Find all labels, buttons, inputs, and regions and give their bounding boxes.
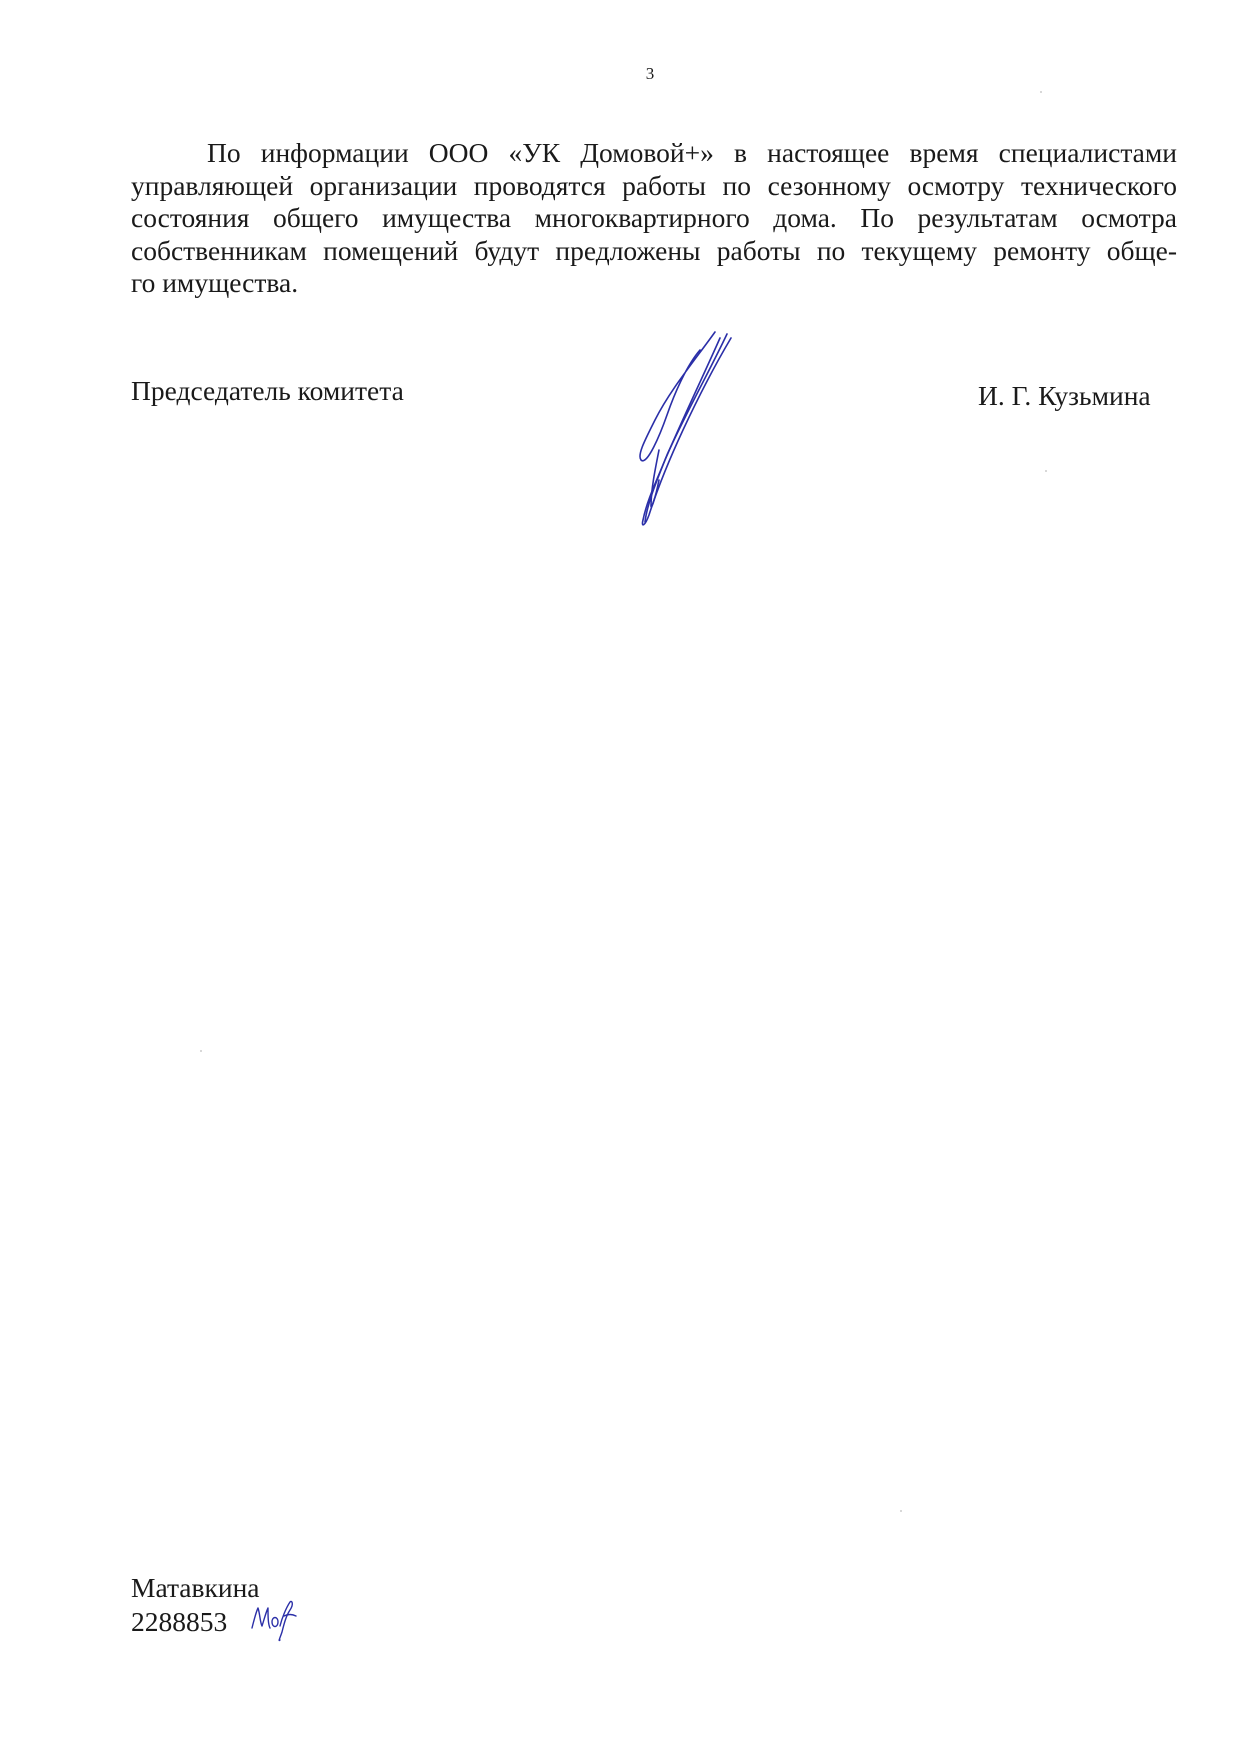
signer-title: Председатель комитета — [131, 375, 404, 406]
scan-speck — [1045, 470, 1047, 472]
scan-speck — [1040, 91, 1042, 93]
body-paragraph — [131, 137, 1177, 300]
body-line: управляющей организации проводятся работы по сезонному осмотру технического — [131, 169, 1177, 201]
page-number: 3 — [645, 64, 655, 83]
body-line: По информации ООО «УК Домовой+» в настоящее время специалистами — [207, 137, 1177, 168]
executor-name: Матавкина — [131, 1572, 260, 1603]
handwritten-signature — [625, 330, 755, 530]
body-line: го имущества. — [131, 267, 299, 298]
scan-speck — [200, 1050, 202, 1052]
body-line: состояния общего имущества многоквартирного дома. По результатам осмотра — [131, 202, 1177, 233]
signer-name: И. Г. Кузьмина — [978, 380, 1151, 411]
handwritten-initials — [250, 1598, 300, 1643]
scan-speck — [900, 1510, 902, 1512]
executor-phone: 2288853 — [131, 1606, 228, 1637]
body-line: собственникам помещений будут предложены работы по текущему ремонту обще- — [131, 234, 1177, 266]
